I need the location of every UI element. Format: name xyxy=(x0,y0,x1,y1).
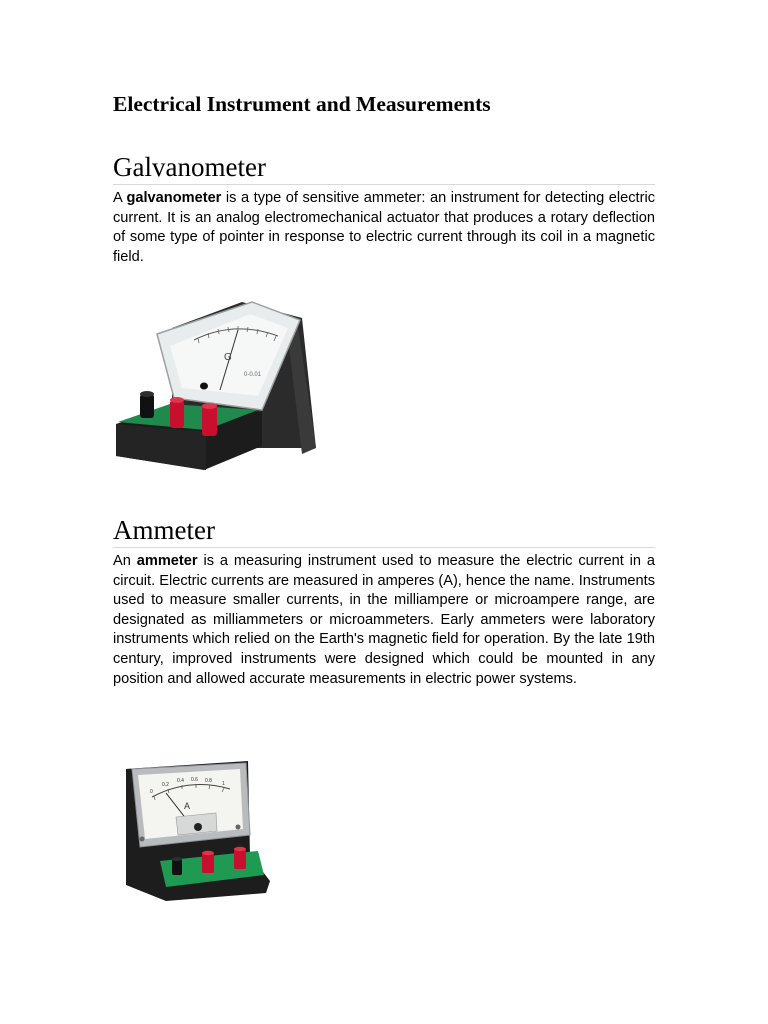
ammeter-screw-right xyxy=(236,825,241,830)
ammeter-scale-label-2: 0.4 xyxy=(177,778,184,784)
ammeter-scale-label-5: 1 xyxy=(222,781,225,787)
ammeter-zero-adjust xyxy=(194,823,202,831)
ammeter-terminal-red-2 xyxy=(234,847,246,869)
galvanometer-terminal-black xyxy=(140,391,154,418)
ammeter-para-body: is a measuring instrument used to measure the electric current in a circuit. Electric currents are measured in amperes (A), hence the name. Instruments used to measure smaller currents, in the milliampere or microampere range, are designated as milliammeters or microammeters. Early ammeters were laboratory instruments which relied on the Earth's magnetic field for operation. By the late 19th century, improved instruments were designed which could be mounted in any position and allowed accurate measurements in electric power systems. xyxy=(113,553,655,687)
ammeter-scale-label-0: 0 xyxy=(150,789,153,795)
galvanometer-para-body: is a type of sensitive ammeter: an instrument for detecting electric current. It is an analog electromechanical actuator that produces a rotary deflection of some type of pointer in response to electric current through its coil in a magnetic field. xyxy=(113,190,655,265)
ammeter-terminal-red-1 xyxy=(202,851,214,873)
galvanometer-term: galvanometer xyxy=(126,190,222,206)
section-heading-galvanometer: Galvanometer xyxy=(113,152,655,185)
galvanometer-dial-letter: G xyxy=(224,352,232,363)
document-title: Electrical Instrument and Measurements xyxy=(113,92,491,116)
section-heading-ammeter: Ammeter xyxy=(113,515,655,548)
galvanometer-image xyxy=(112,298,318,480)
galvanometer-paragraph xyxy=(113,189,655,267)
ammeter-terminal-black xyxy=(172,857,182,875)
ammeter-scale-label-4: 0.8 xyxy=(205,778,212,784)
ammeter-image xyxy=(120,755,272,907)
galvanometer-zero-adjust xyxy=(200,383,208,390)
ammeter-term: ammeter xyxy=(136,553,198,569)
galvanometer-dial-label: 0-0.01 xyxy=(244,372,262,378)
ammeter-para-prefix: An xyxy=(113,553,137,569)
galvanometer-illustration xyxy=(112,298,318,480)
ammeter-scale-label-3: 0.6 xyxy=(191,777,198,783)
ammeter-dial-letter: A xyxy=(184,801,191,811)
ammeter-screw-left xyxy=(140,837,145,842)
galvanometer-terminal-red-1 xyxy=(170,397,184,428)
galvanometer-para-prefix: A xyxy=(113,190,127,206)
galvanometer-terminal-red-2 xyxy=(202,403,217,436)
ammeter-illustration xyxy=(120,755,272,907)
ammeter-paragraph xyxy=(113,552,655,689)
ammeter-scale-label-1: 0.2 xyxy=(162,782,169,788)
